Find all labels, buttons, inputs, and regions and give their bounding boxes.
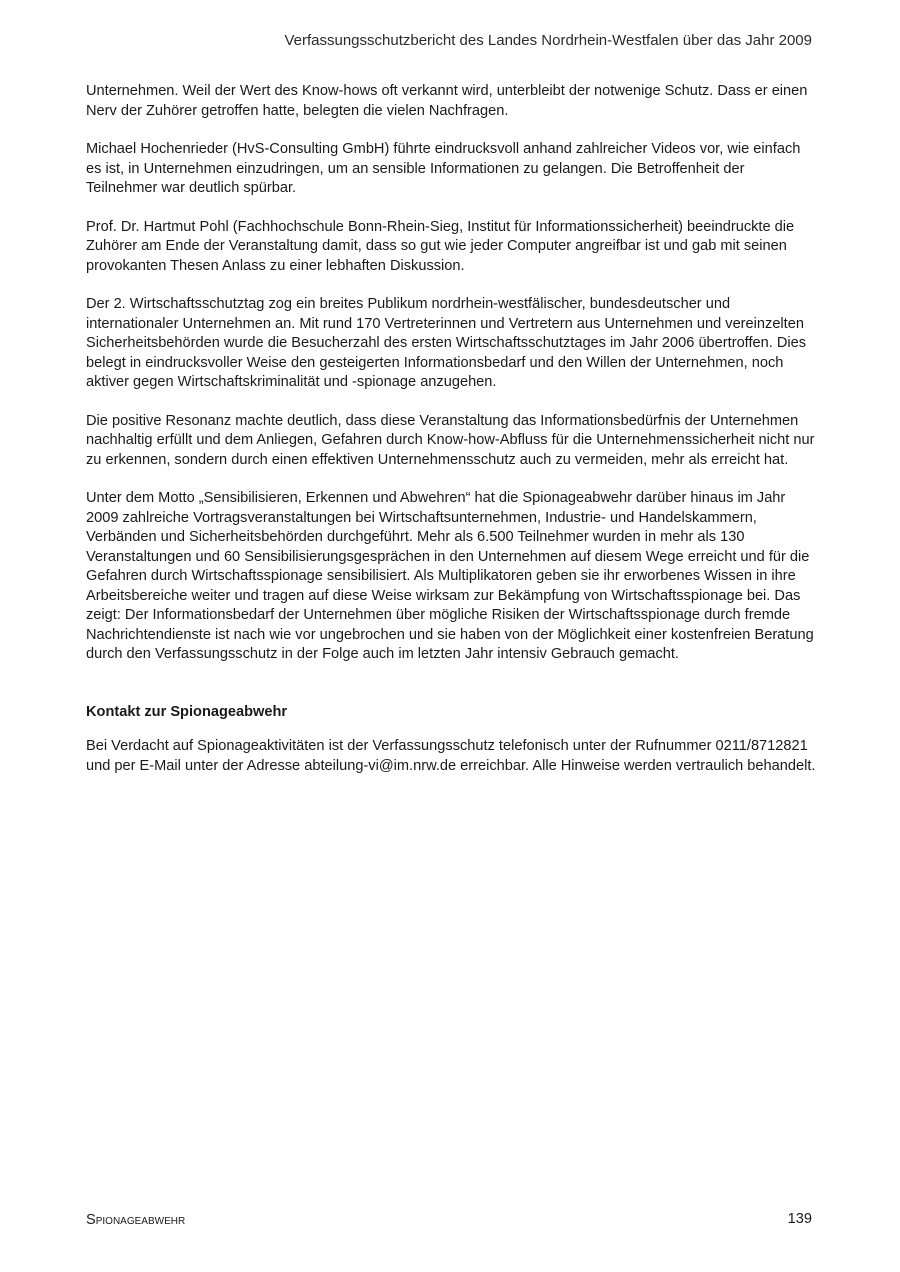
contact-paragraph: Bei Verdacht auf Spionageaktivitäten ist der Verfassungsschutz telefonisch unter der Rufnummer 0211/8712821 und per E-Mail unter der Adresse abteilung-vi@im.nrw.de erreichbar. Alle Hinweise werden vertraulich behandelt. xyxy=(86,738,816,774)
body-paragraph-4: Der 2. Wirtschaftsschutztag zog ein breites Publikum nordrhein-westfälischer, bundesdeutscher und internationaler Unternehmen an. Mit rund 170 Vertreterinnen und Vertretern aus Unternehmen und vereinzelten Sicherheitsbehörden wurde die Besucherzahl des ersten Wirtschaftsschutztages im Jahr 2006 übertroffen. Dies belegt in eindrucksvoller Weise den gesteigerten Informationsbedarf und den Willen der Unternehmen, noch aktiver gegen Wirtschaftskriminalität und -spionage anzugehen. xyxy=(86,296,807,390)
running-header: Verfassungsschutzbericht des Landes Nordrhein-Westfalen über das Jahr 2009 xyxy=(284,32,812,49)
body-paragraph-6: Unter dem Motto „Sensibilisieren, Erkennen und Abwehren“ hat die Spionageabwehr darüber hinaus im Jahr 2009 zahlreiche Vortragsveranstaltungen bei Wirtschaftsunternehmen, Industrie- und Handelskammern, Verbänden und Sicherheitsbehörden durchgeführt. Mehr als 6.500 Teilnehmer wurden in mehr als 130 Veranstaltungen und 60 Sensibilisierungsgesprächen in den Unternehmen auf diesem Wege erreicht und für die Gefahren durch Wirtschaftsspionage sensibilisiert. Als Multiplikatoren geben sie ihr erworbenes Wissen in ihre Arbeitsbereiche weiter und tragen auf diese Weise wirksam zur Bekämpfung von Wirtschaftsspionage bei. Das zeigt: Der Informationsbedarf der Unternehmen über mögliche Risiken der Wirtschaftsspionage durch fremde Nachrichtendienste ist nach wie vor ungebrochen und sie haben von der Möglichkeit einer kostenfreien Beratung durch den Verfassungsschutz in der Folge auch im letzten Jahr intensiv Gebrauch gemacht. xyxy=(86,490,814,662)
contact-heading: Kontakt zur Spionageabwehr xyxy=(86,703,288,720)
footer-section-label: Spionageabwehr xyxy=(86,1212,186,1228)
body-paragraph-3: Prof. Dr. Hartmut Pohl (Fachhochschule Bonn-Rhein-Sieg, Institut für Informationssicherheit) beeindruckte die Zuhörer am Ende der Veranstaltung damit, dass so gut wie jeder Computer angreifbar ist und gab mit seinen provokanten Thesen Anlass zu einer lebhaften Diskussion. xyxy=(86,218,795,274)
body-paragraph-2: Michael Hochenrieder (HvS-Consulting GmbH) führte eindrucksvoll anhand zahlreicher Videos vor, wie einfach es ist, in Unternehmen einzudringen, um an sensible Informationen zu gelangen. Die Betroffenheit der Teilnehmer war deutlich spürbar. xyxy=(86,141,801,196)
page-body xyxy=(86,82,816,776)
body-paragraph-5: Die positive Resonanz machte deutlich, dass diese Veranstaltung das Informationsbedürfnis der Unternehmen nachhaltig erfüllt und dem Anliegen, Gefahren durch Know-how-Abfluss für die Unternehmenssicherheit nicht nur zu erkennen, sondern durch einen effektiven Unternehmensschutz auch zu vermeiden, mehr als erreicht hat. xyxy=(86,412,815,468)
page-number: 139 xyxy=(787,1211,812,1227)
body-paragraph-1: Unternehmen. Weil der Wert des Know-hows oft verkannt wird, unterbleibt der notwenige Schutz. Dass er einen Nerv der Zuhörer getroffen hatte, belegten die vielen Nachfragen. xyxy=(86,83,808,119)
